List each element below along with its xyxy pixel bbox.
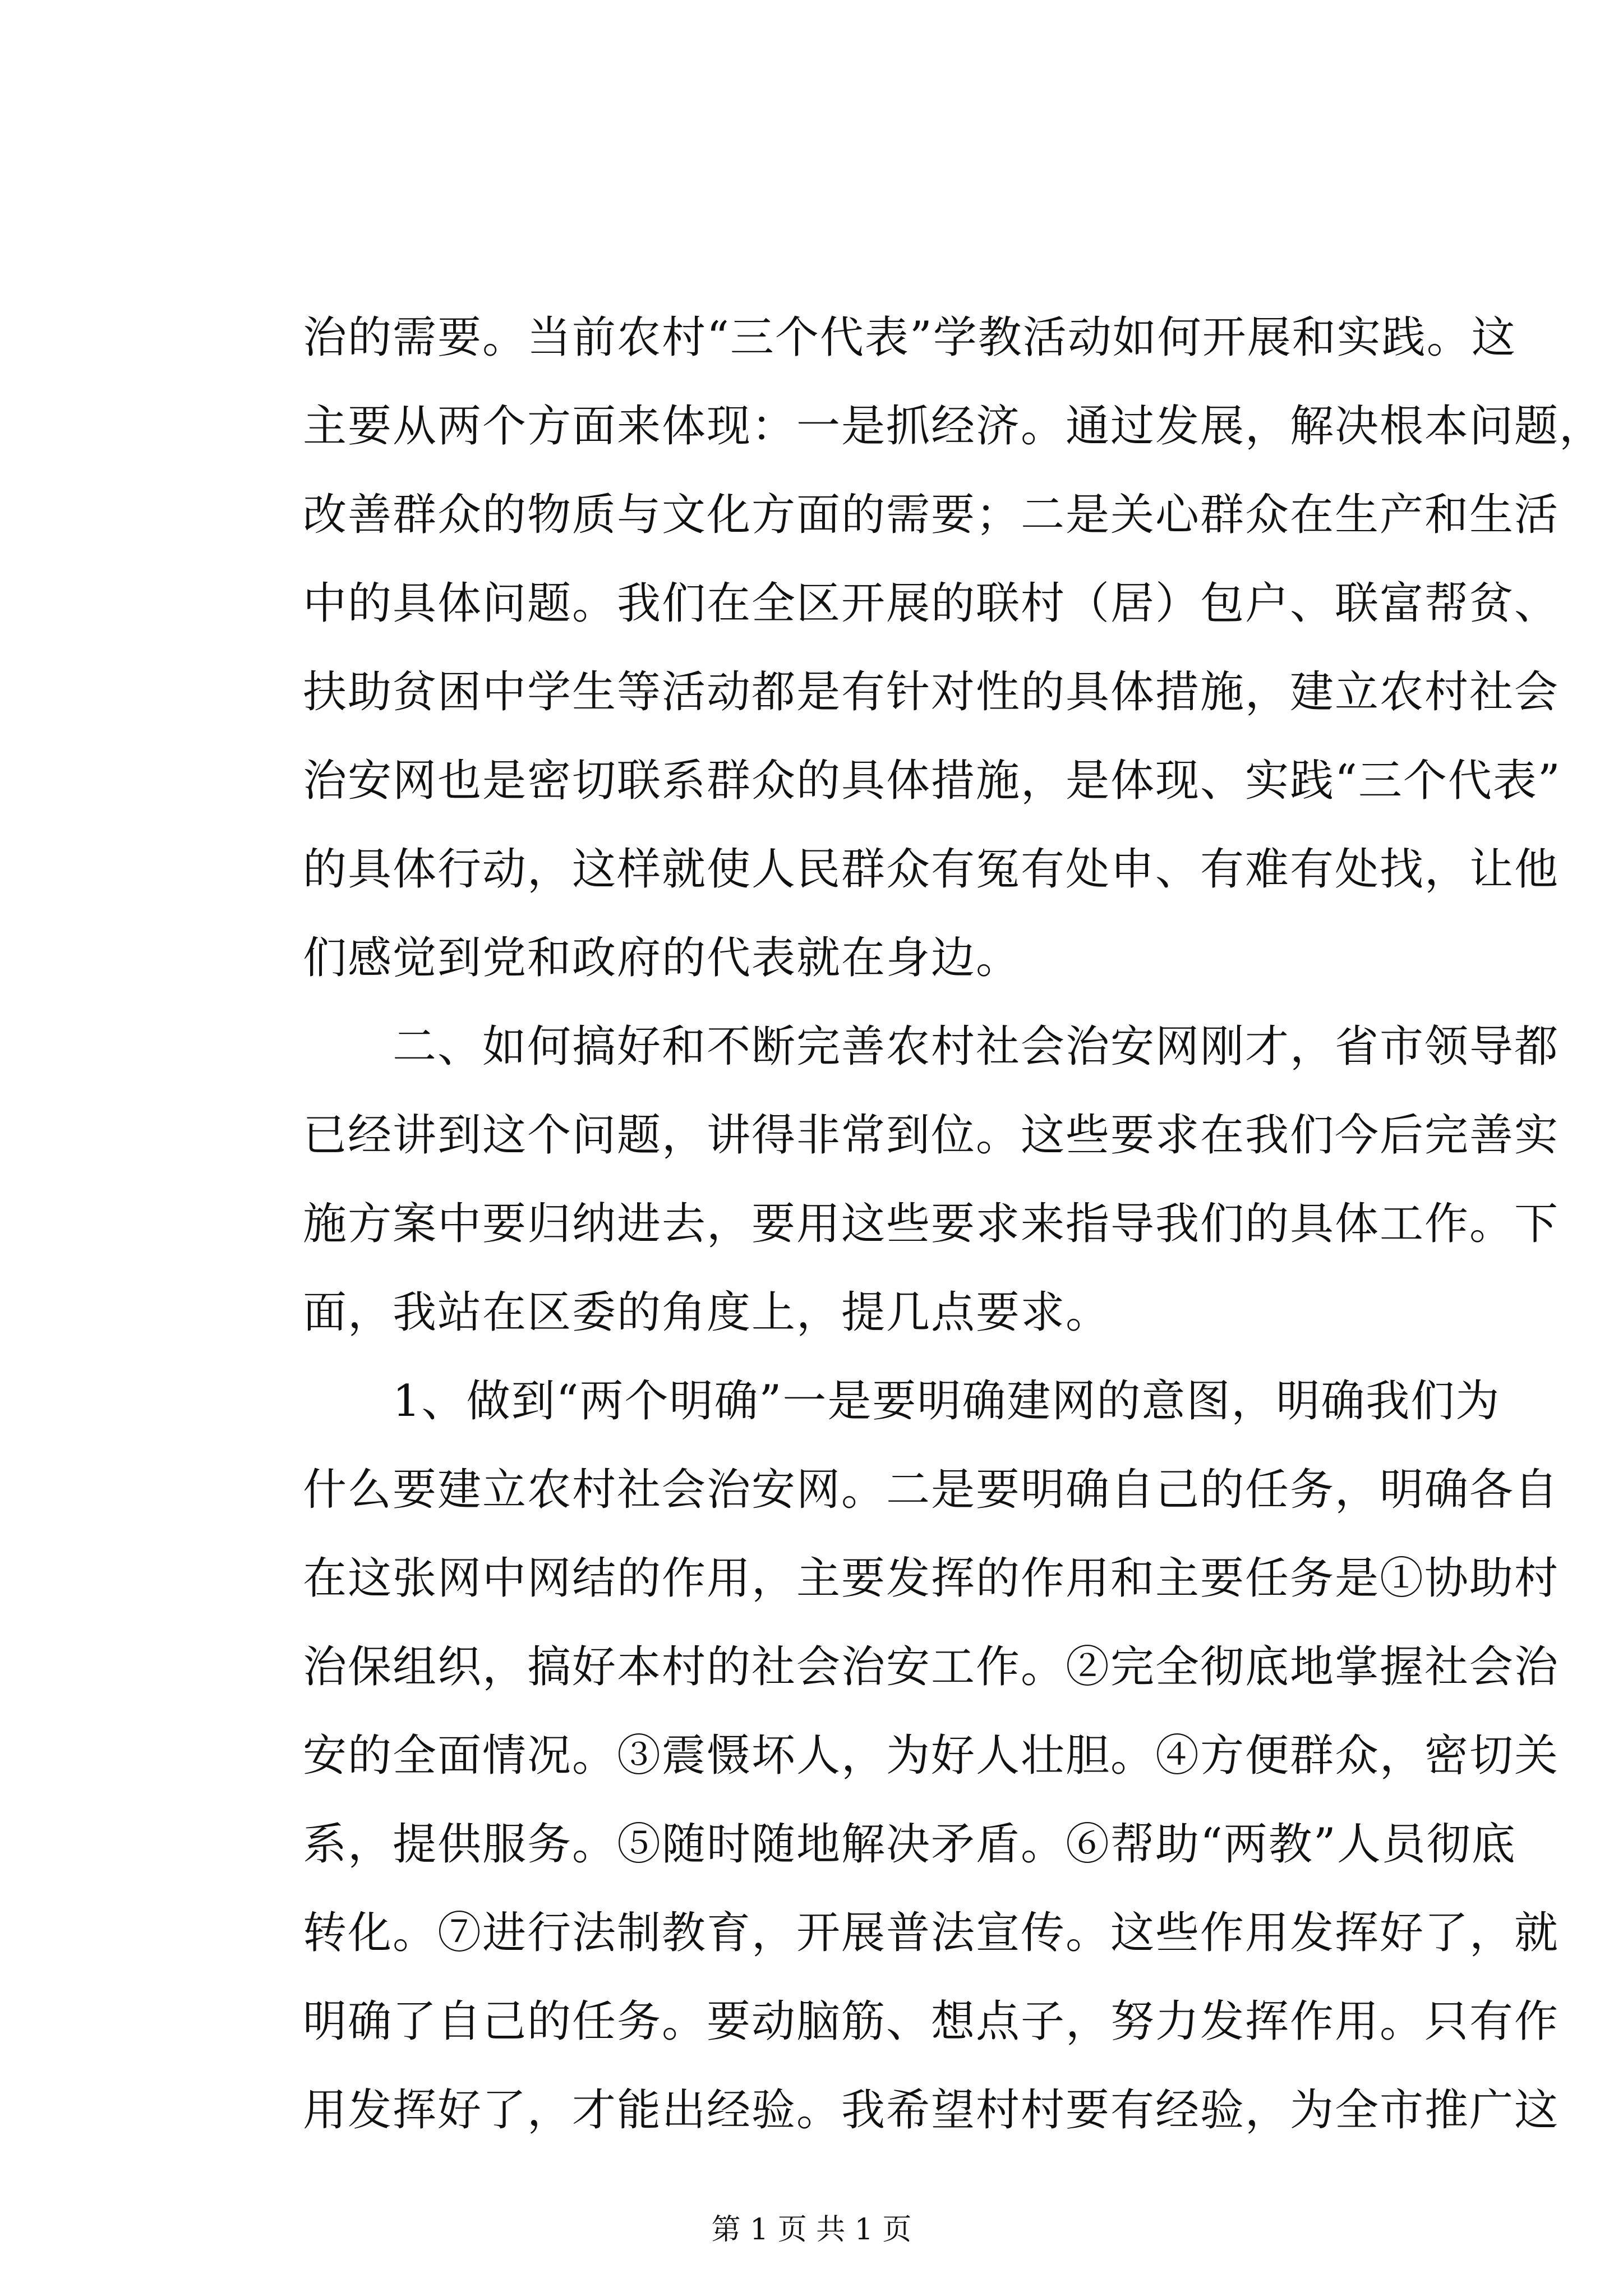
text-line: 面，我站在区委的角度上，提几点要求。 bbox=[303, 1287, 1111, 1338]
text-line: 扶助贫困中学生等活动都是有针对性的具体措施，建立农村社会 bbox=[303, 667, 1560, 717]
text-line: 1、做到“两个明确”一是要明确建网的意图，明确我们为 bbox=[303, 1376, 1501, 1427]
text-line: 的具体行动，这样就使人民群众有冤有处申、有难有处找，让他 bbox=[303, 844, 1560, 895]
text-line: 治的需要。当前农村“三个代表”学教活动如何开展和实践。这 bbox=[303, 312, 1516, 363]
text-line: 已经讲到这个问题，讲得非常到位。这些要求在我们今后完善实 bbox=[303, 1110, 1560, 1161]
text-line: 明确了自己的任务。要动脑筋、想点子，努力发挥作用。只有作 bbox=[303, 1996, 1560, 2047]
text-line: 转化。⑦进行法制教育，开展普法宣传。这些作用发挥好了，就 bbox=[303, 1908, 1560, 1958]
text-line: 用发挥好了，才能出经验。我希望村村要有经验，为全市推广这 bbox=[303, 2085, 1560, 2136]
text-line: 在这张网中网结的作用，主要发挥的作用和主要任务是①协助村 bbox=[303, 1553, 1560, 1604]
text-line: 们感觉到党和政府的代表就在身边。 bbox=[303, 933, 1021, 983]
text-line: 改善群众的物质与文化方面的需要；二是关心群众在生产和生活 bbox=[303, 490, 1560, 540]
text-line: 系，提供服务。⑤随时随地解决矛盾。⑥帮助“两教”人员彻底 bbox=[303, 1819, 1516, 1870]
text-line: 主要从两个方面来体现：一是抓经济。通过发展，解决根本问题， bbox=[303, 401, 1604, 452]
page-number-footer: 第 1 页 共 1 页 bbox=[711, 2213, 912, 2247]
text-line: 中的具体问题。我们在全区开展的联村（居）包户、联富帮贫、 bbox=[303, 578, 1560, 629]
text-line: 治安网也是密切联系群众的具体措施，是体现、实践“三个代表” bbox=[303, 756, 1561, 806]
text-line: 施方案中要归纳进去，要用这些要求来指导我们的具体工作。下 bbox=[303, 1199, 1560, 1249]
text-line: 二、如何搞好和不断完善农村社会治安网刚才，省市领导都 bbox=[303, 1022, 1560, 1072]
text-line: 治保组织，搞好本村的社会治安工作。②完全彻底地掌握社会治 bbox=[303, 1642, 1560, 1692]
text-line: 什么要建立农村社会治安网。二是要明确自己的任务，明确各自 bbox=[303, 1465, 1560, 1515]
text-line: 安的全面情况。③震慑坏人，为好人壮胆。④方便群众，密切关 bbox=[303, 1731, 1560, 1781]
